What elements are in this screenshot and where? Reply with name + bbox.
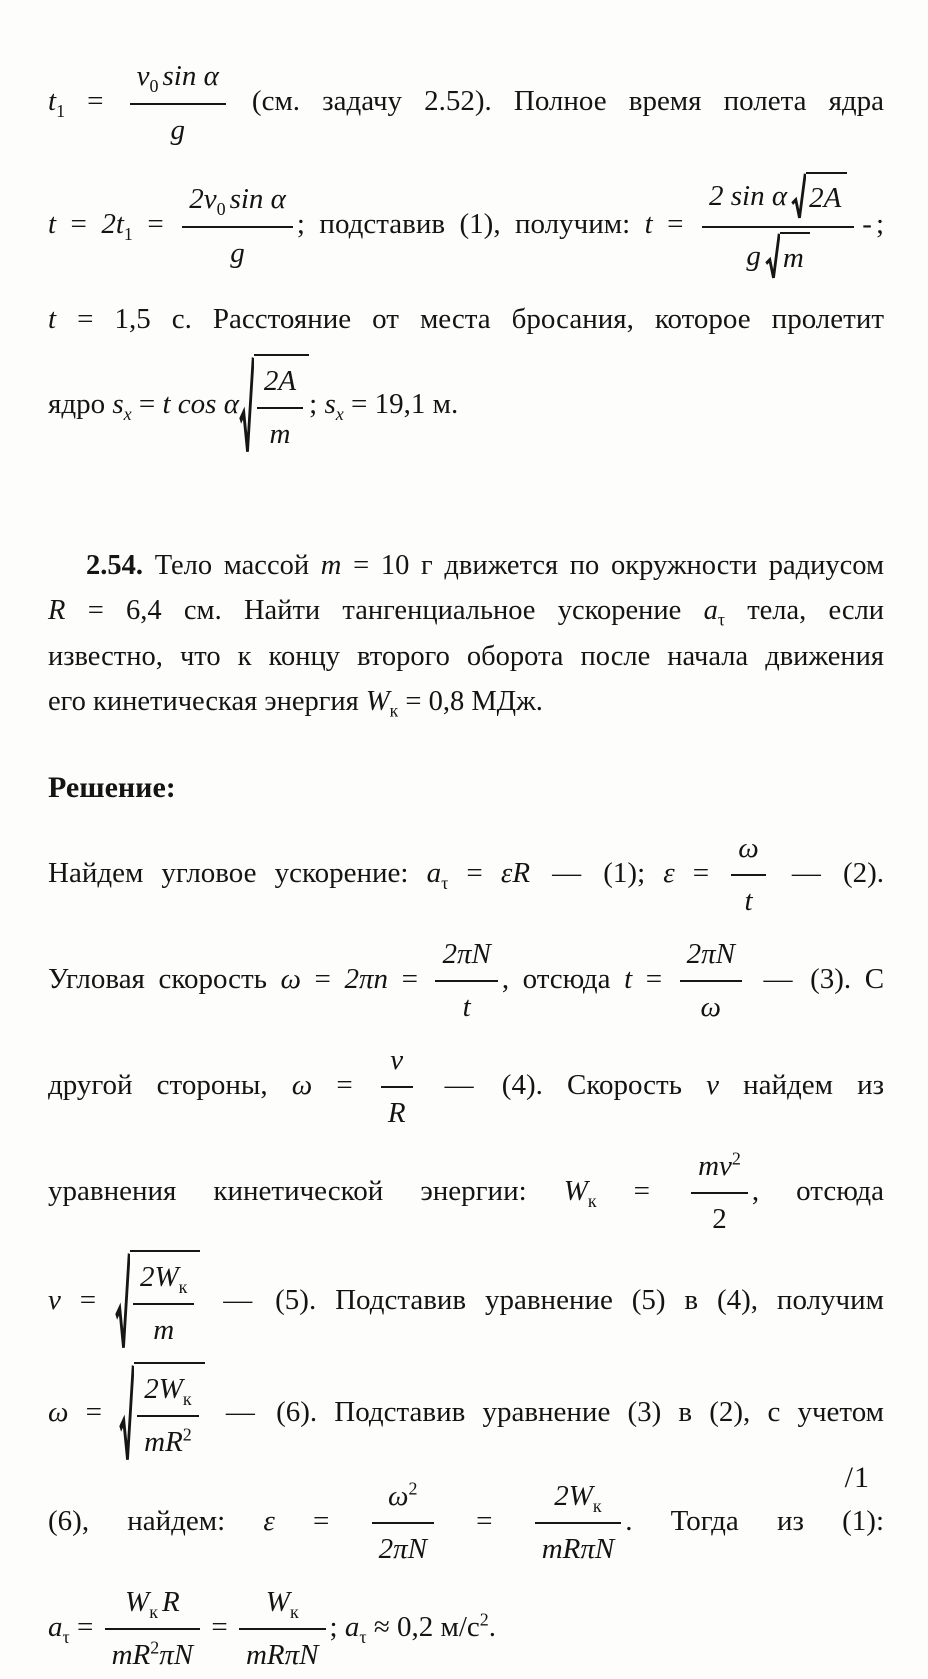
text-run: кинетической xyxy=(213,1175,384,1208)
var-R: R xyxy=(161,1585,180,1618)
equation-number: (1): xyxy=(842,1505,885,1538)
text-run: найдем из xyxy=(743,1069,885,1102)
value-run: ≈ 0,2 м/с xyxy=(373,1611,480,1644)
coefficient: 2 sin α xyxy=(708,180,788,212)
var-v: v xyxy=(390,1043,404,1076)
var-2t: 2t xyxy=(101,208,124,241)
radical-icon xyxy=(791,172,806,222)
term-mv: mv xyxy=(698,1149,732,1182)
denominator xyxy=(535,1524,622,1573)
radicand xyxy=(254,354,309,459)
subscript: 0 xyxy=(216,198,226,219)
superscript: 2 xyxy=(182,1424,192,1445)
var-W: W xyxy=(265,1585,290,1618)
subscript: τ xyxy=(717,609,725,630)
sqrt xyxy=(791,172,847,222)
var-Wk xyxy=(563,1175,597,1211)
numerator xyxy=(133,1255,194,1306)
radicand xyxy=(134,1362,205,1467)
var-m: m xyxy=(269,418,291,450)
text-run: ядро xyxy=(48,387,106,420)
fraction xyxy=(372,1474,434,1573)
subscript: к xyxy=(178,1276,188,1297)
term-2A: 2A xyxy=(809,182,842,214)
radicand xyxy=(806,172,847,222)
denominator xyxy=(381,1088,413,1137)
text-run: Расстояние от места бросания, которое пролетит xyxy=(212,303,885,335)
text-run: (см. задачу 2.52). Полное время полета ядра xyxy=(251,85,885,118)
equals-sign: = xyxy=(466,857,483,890)
equals-sign: = xyxy=(211,1611,228,1644)
numerator xyxy=(731,826,765,877)
superscript: 2 xyxy=(479,1609,489,1630)
text-run: (5). Подставив уравнение (5) в (4), получим xyxy=(275,1284,884,1317)
equation-number: (1); xyxy=(603,857,646,890)
fraction xyxy=(435,932,497,1031)
var-a-tau xyxy=(426,857,449,893)
sqrt xyxy=(119,1362,205,1467)
text-run: тела, если xyxy=(747,595,885,627)
text-run: из xyxy=(776,1505,804,1538)
var-omega: ω xyxy=(291,1069,313,1102)
solution-line-2 xyxy=(48,932,884,1031)
value-run: = 6,4 см. xyxy=(87,595,222,627)
equals-sign: = xyxy=(79,1284,97,1317)
denominator xyxy=(372,1524,434,1573)
superscript: 2 xyxy=(731,1148,741,1169)
text-run: подставив (1), получим: xyxy=(319,208,631,241)
text-run: движется по окружности радиусом xyxy=(444,549,885,581)
equals-sign: = xyxy=(314,963,331,996)
term-mRpiN: mRπN xyxy=(245,1639,319,1672)
radical-icon xyxy=(119,1362,134,1467)
equals-sign: = xyxy=(147,208,164,241)
em-dash: — xyxy=(791,857,821,890)
radical-icon xyxy=(239,354,254,459)
solution-line-3 xyxy=(48,1038,884,1137)
subscript: τ xyxy=(441,872,449,893)
subscript: 1 xyxy=(56,100,66,121)
term-2Wk xyxy=(554,1475,601,1519)
term-2piN: 2πN xyxy=(686,937,735,970)
solution-line-1 xyxy=(48,826,884,925)
term-omega2 xyxy=(388,1475,417,1519)
text-run: Тело массой xyxy=(154,549,310,581)
subscript: x xyxy=(335,403,344,424)
period: . xyxy=(488,1611,496,1644)
value-run: = 0,8 МДж. xyxy=(405,686,543,718)
term-2piN: 2πN xyxy=(442,937,491,970)
problem-254-statement xyxy=(48,543,884,725)
problem-line xyxy=(48,634,884,680)
solution-line-5 xyxy=(48,1250,884,1355)
equals-sign: = xyxy=(645,963,663,996)
denominator xyxy=(691,1194,748,1243)
em-dash: — xyxy=(552,857,582,890)
sin-alpha: sin α xyxy=(162,60,219,92)
var-g: g xyxy=(230,236,245,269)
fraction xyxy=(137,1367,199,1466)
var-epsilon: ε xyxy=(263,1505,275,1538)
text-run: другой стороны, xyxy=(48,1069,268,1102)
equals-sign: = xyxy=(76,1611,94,1644)
text-run: Тогда xyxy=(670,1505,739,1538)
numerator xyxy=(105,1580,201,1631)
equals-sign: = xyxy=(85,1396,102,1429)
text-run: , отсюда xyxy=(501,963,611,996)
subscript: к xyxy=(289,1601,299,1622)
problem-line xyxy=(48,588,884,634)
var-W: W xyxy=(125,1585,150,1618)
numerator xyxy=(257,359,303,410)
numerator xyxy=(702,171,854,228)
term-piN: πN xyxy=(159,1639,194,1672)
numerator xyxy=(372,1474,434,1525)
var-m: m xyxy=(320,549,342,581)
denominator xyxy=(257,409,303,458)
equals-sign: = xyxy=(633,1175,651,1208)
text-run: известно, что к концу второго оборота после начала движения xyxy=(48,640,884,672)
semicolon: ; xyxy=(309,387,318,420)
subscript: к xyxy=(149,1601,158,1622)
radicand xyxy=(130,1250,200,1355)
var-a: a xyxy=(48,1611,63,1644)
coefficient: t cos α xyxy=(162,387,239,420)
fraction xyxy=(133,1255,194,1354)
em-dash: — xyxy=(223,1284,253,1317)
var-v: v xyxy=(136,60,150,92)
var-sx xyxy=(324,387,344,424)
subscript: к xyxy=(587,1190,597,1211)
var-t: t xyxy=(48,208,57,241)
term-mR2 xyxy=(144,1421,192,1465)
subscript: x xyxy=(123,403,132,424)
term-2A: 2A xyxy=(263,364,297,397)
sqrt xyxy=(115,1250,200,1355)
problem-line xyxy=(48,679,884,725)
denominator xyxy=(702,228,854,283)
var-W: W xyxy=(365,686,390,718)
equals-sign: = xyxy=(313,1505,330,1538)
term-epsilon-R: εR xyxy=(500,857,531,890)
text-run: уравнения xyxy=(48,1175,177,1208)
var-s: s xyxy=(324,387,336,420)
numerator xyxy=(435,932,497,983)
var-t: t xyxy=(48,303,57,335)
equation-number: (3). С xyxy=(810,963,885,996)
var-t: t xyxy=(48,85,57,118)
period: . xyxy=(625,1505,633,1538)
numerator xyxy=(182,177,293,228)
value-run: = 1,5 с. xyxy=(77,303,192,335)
term-2W: 2W xyxy=(139,1260,179,1293)
var-a: a xyxy=(344,1611,360,1644)
numerator xyxy=(680,932,742,983)
term-2v0 xyxy=(189,178,225,222)
fraction xyxy=(130,54,226,153)
formula-line-distance xyxy=(48,354,884,459)
var-v: v xyxy=(48,1284,61,1317)
subscript: 0 xyxy=(149,75,159,96)
text-run: , отсюда xyxy=(751,1175,885,1208)
equals-sign: = xyxy=(401,963,418,996)
fraction xyxy=(182,177,293,276)
var-sx xyxy=(112,387,132,424)
var-t: t xyxy=(744,885,753,918)
radical-icon xyxy=(115,1250,130,1355)
fraction xyxy=(535,1474,622,1573)
em-dash: — xyxy=(444,1069,474,1102)
var-s: s xyxy=(112,387,124,420)
var-a-tau xyxy=(703,595,725,630)
em-dash: — xyxy=(763,963,793,996)
var-v0 xyxy=(137,55,159,99)
denominator xyxy=(130,105,226,154)
var-2v: 2v xyxy=(189,183,217,215)
term-WkR xyxy=(125,1581,158,1625)
equals-sign: = xyxy=(87,85,104,118)
fraction xyxy=(257,359,303,458)
result-value xyxy=(374,1611,496,1643)
term-mR2piN xyxy=(112,1634,194,1678)
equals-sign: = xyxy=(692,857,710,890)
var-Wk xyxy=(266,1581,299,1625)
var-g: g xyxy=(746,239,761,272)
term-2piN: 2πN xyxy=(378,1533,427,1566)
denominator xyxy=(239,1630,326,1679)
term-mR: mR xyxy=(111,1639,151,1672)
var-omega: ω xyxy=(388,1479,409,1512)
solution-heading: Решение: xyxy=(48,770,176,804)
numerator xyxy=(130,54,226,105)
var-omega: ω xyxy=(280,963,301,996)
var-R: R xyxy=(48,595,66,627)
denominator xyxy=(137,1417,199,1466)
var-omega: ω xyxy=(738,831,759,864)
var-t: t xyxy=(644,208,653,241)
var-W: W xyxy=(563,1175,588,1208)
var-omega: ω xyxy=(700,991,722,1024)
fraction xyxy=(691,1144,748,1243)
fraction xyxy=(381,1038,413,1137)
denominator xyxy=(435,982,497,1031)
equals-sign: = xyxy=(476,1505,493,1538)
var-a: a xyxy=(703,595,718,627)
text-run: энергии: xyxy=(420,1175,527,1208)
term-2W: 2W xyxy=(554,1479,593,1512)
number-2: 2 xyxy=(712,1203,727,1236)
var-a-tau xyxy=(48,1611,70,1647)
semicolon: ; xyxy=(296,208,305,241)
numerator xyxy=(239,1580,326,1631)
var-R: R xyxy=(387,1097,406,1130)
page-number: /1 xyxy=(844,1461,870,1494)
solution-line-8 xyxy=(48,1580,884,1679)
term-mRpiN: mRπN xyxy=(541,1533,615,1566)
value-run: = 10 г xyxy=(353,549,433,581)
term-2pin: 2πn xyxy=(344,963,388,996)
subscript: 1 xyxy=(123,223,133,244)
em-dash: — xyxy=(225,1396,255,1429)
superscript: 2 xyxy=(150,1637,160,1658)
text-run: Найдем угловое ускорение: xyxy=(48,857,409,890)
numerator xyxy=(691,1144,748,1195)
fraction xyxy=(680,932,742,1031)
sqrt xyxy=(239,354,309,459)
term-2Wk xyxy=(140,1256,187,1300)
var-t: t xyxy=(624,963,633,996)
semicolon: ; xyxy=(329,1611,338,1644)
superscript: 2 xyxy=(408,1478,418,1499)
fraction xyxy=(731,826,765,925)
problem-number: 2.54. xyxy=(86,549,143,581)
var-a-tau xyxy=(344,1611,367,1647)
solution-line-7 xyxy=(48,1474,884,1573)
text-run: Угловая скорость xyxy=(48,963,267,996)
formula-line-flight-time-half xyxy=(48,54,884,153)
equals-sign: = xyxy=(70,208,87,241)
term-2t1 xyxy=(101,208,133,244)
denominator xyxy=(133,1305,194,1354)
problem-line xyxy=(48,543,884,589)
equals-sign: = xyxy=(138,387,156,420)
numerator xyxy=(381,1038,413,1089)
solution-253-continuation xyxy=(48,54,884,459)
sin-alpha: sin α xyxy=(229,183,286,215)
equation-number: (2). xyxy=(842,857,885,890)
term-mR: mR xyxy=(144,1426,183,1459)
var-omega: ω xyxy=(48,1396,69,1429)
subscript: τ xyxy=(359,1626,367,1647)
value-run: = 19,1 м. xyxy=(350,387,459,420)
denominator xyxy=(680,982,742,1031)
equals-sign: = xyxy=(336,1069,353,1102)
sqrt xyxy=(765,232,810,282)
fraction xyxy=(105,1580,201,1679)
equals-sign: = xyxy=(667,208,684,241)
equation-number: (4). Скорость xyxy=(501,1069,682,1102)
term-2W: 2W xyxy=(144,1372,183,1405)
semicolon: ; xyxy=(875,208,885,241)
scan-dash: - xyxy=(862,208,872,241)
solution-line-6 xyxy=(48,1362,884,1467)
term-2Wk xyxy=(144,1368,191,1412)
text-line-time-value xyxy=(48,298,884,342)
var-m: m xyxy=(782,241,804,274)
fraction xyxy=(702,171,854,282)
var-v: v xyxy=(706,1069,719,1102)
radicand xyxy=(780,232,810,282)
text-run: (6). Подставив уравнение (3) в (2), с учетом xyxy=(276,1396,884,1429)
text-run: (6), xyxy=(48,1505,90,1538)
var-t1 xyxy=(48,85,66,121)
denominator xyxy=(105,1630,201,1679)
var-t: t xyxy=(462,991,471,1024)
solution-line-4 xyxy=(48,1144,884,1243)
fraction xyxy=(239,1580,326,1679)
numerator xyxy=(137,1367,199,1418)
var-m: m xyxy=(153,1314,175,1347)
var-epsilon: ε xyxy=(663,857,675,890)
denominator xyxy=(731,876,765,925)
denominator xyxy=(182,228,293,277)
numerator xyxy=(535,1474,622,1525)
subscript: к xyxy=(182,1388,192,1409)
term-mv2 xyxy=(698,1145,741,1189)
text-run: Найти тангенциальное ускорение xyxy=(243,595,682,627)
var-Wk xyxy=(365,686,399,721)
subscript: τ xyxy=(62,1626,70,1647)
subscript: к xyxy=(389,700,399,721)
radical-icon xyxy=(765,232,780,282)
subscript: к xyxy=(592,1495,602,1516)
text-run: его кинетическая энергия xyxy=(48,686,359,718)
var-a: a xyxy=(426,857,442,890)
text-run: найдем: xyxy=(127,1505,226,1538)
solution-254 xyxy=(48,765,884,1679)
formula-line-total-time xyxy=(48,171,884,282)
var-g: g xyxy=(170,113,185,146)
